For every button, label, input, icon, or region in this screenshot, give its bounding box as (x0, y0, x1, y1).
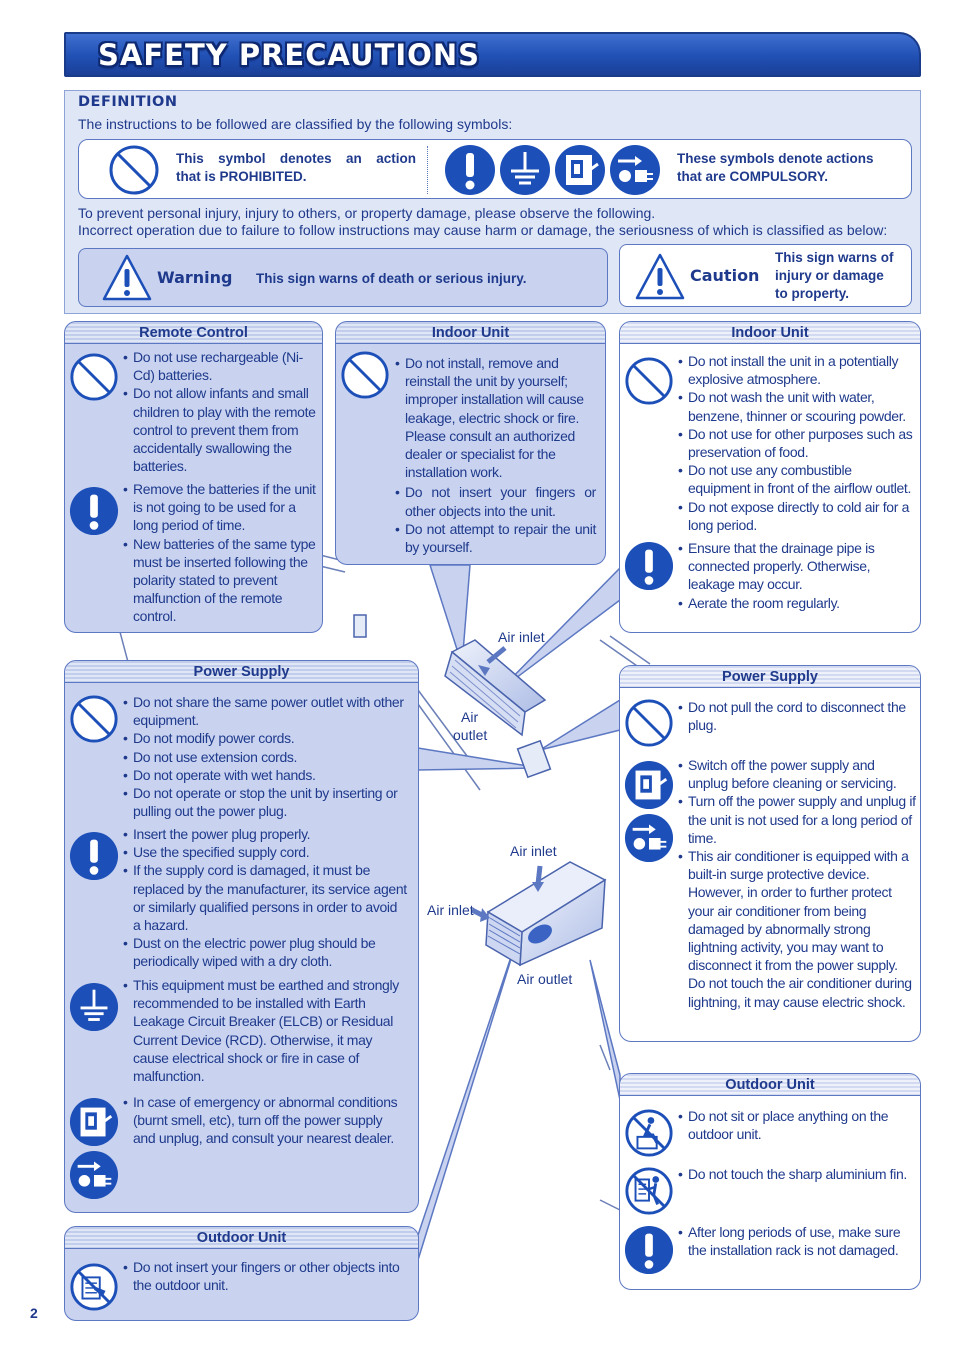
switch-off-icon (624, 760, 674, 810)
indoor-unit-center-prohibited-list (395, 354, 596, 556)
power-supply-right-prohibited-list (678, 698, 916, 734)
prohibited-icon (108, 144, 160, 196)
no-touching-fin-icon (624, 1166, 674, 1216)
list-item: • Use the specified supply cord. (123, 843, 408, 861)
indoor-unit-drawing (445, 640, 545, 735)
compulsory-exclamation-icon (69, 486, 119, 536)
air-inlet-outdoor-side-label: Air inlet (427, 902, 474, 918)
unplug-icon (609, 144, 661, 196)
list-item: • Dust on the electric power plug should be periodically wiped with a dry cloth. (123, 934, 408, 970)
list-item: • Do not allow infants and small children to play with the remote control to prevent them from accidentally swallowing the batteries. (123, 384, 318, 475)
power-supply-right-title: Power Supply (620, 666, 920, 688)
power-supply-left-prohibited-list (123, 693, 408, 820)
switch-off-icon (69, 1097, 119, 1147)
caution-description-3: to property. (775, 286, 849, 301)
switch-off-icon (554, 144, 606, 196)
definition-intro: The instructions to be followed are classified by the following symbols: (78, 116, 513, 132)
list-item: • Do not use for other purposes such as preservation of food. (678, 425, 916, 461)
list-item: • After long periods of use, make sure the installation rack is not damaged. (678, 1223, 916, 1259)
list-item: • New batteries of the same type must be inserted following the polarity stated to prevent malfunction of the remote control. (123, 535, 321, 626)
power-supply-left-title: Power Supply (65, 661, 418, 683)
list-item: • Switch off the power supply and unplug before cleaning or servicing. (678, 756, 916, 792)
remote-control-prohibited-list (123, 348, 318, 475)
outdoor-unit-right-rack-list (678, 1223, 916, 1259)
power-supply-left-unplug-list (123, 1093, 408, 1148)
remote-control-title: Remote Control (65, 322, 322, 344)
page-number: 2 (30, 1305, 38, 1321)
outdoor-unit-drawing (472, 862, 605, 965)
compulsory-exclamation-icon (444, 144, 496, 196)
list-item: • Insert the power plug properly. (123, 825, 408, 843)
remote-control-compulsory-list (123, 480, 321, 626)
caution-description-1: This sign warns of (775, 250, 894, 265)
prohibited-text-line2: that is PROHIBITED. (176, 169, 307, 184)
list-item: • Do not operate with wet hands. (123, 766, 408, 784)
air-outlet-indoor-label-2: outlet (453, 727, 488, 743)
symbols-divider (427, 146, 428, 194)
air-inlet-outdoor-top-label: Air inlet (510, 843, 557, 859)
outdoor-unit-left-list (123, 1258, 408, 1294)
air-outlet-indoor-label-1: Air (461, 709, 479, 725)
prevent-line-2: Incorrect operation due to failure to follow instructions may cause harm or damage, the seriousness of which is classified as below: (78, 222, 888, 238)
outdoor-unit-right-title: Outdoor Unit (620, 1074, 920, 1096)
warning-description: This sign warns of death or serious injury. (256, 271, 527, 286)
list-item: • Do not touch the sharp aluminium fin. (678, 1165, 916, 1183)
prohibited-icon (340, 350, 390, 400)
list-item: • Do not wash the unit with water, benzene, thinner or scouring powder. (678, 388, 916, 424)
list-item: • Remove the batteries if the unit is not going to be used for a long period of time. (123, 480, 321, 535)
prohibited-icon (624, 698, 674, 748)
list-item: • Do not sit or place anything on the outdoor unit. (678, 1107, 916, 1143)
prohibited-icon (69, 694, 119, 744)
caution-label: Caution (690, 266, 760, 285)
list-item: • Do not install the unit in a potentially explosive atmosphere. (678, 352, 916, 388)
prohibited-icon (624, 356, 674, 406)
air-outlet-outdoor-label: Air outlet (517, 971, 573, 987)
list-item: • Do not pull the cord to disconnect the plug. (678, 698, 916, 734)
list-item: • This equipment must be earthed and strongly recommended to be installed with Earth Leakage Circuit Breaker (ELCB) or Residual Current Device (RCD). Otherwise, it may cause electrical shock or fire in case of malfunction. (123, 976, 408, 1085)
compulsory-exclamation-icon (624, 541, 674, 591)
outdoor-unit-right-fin-list (678, 1165, 916, 1183)
list-item: • Do not operate or stop the unit by inserting or pulling out the power plug. (123, 784, 408, 820)
compulsory-text-line2: that are COMPULSORY. (677, 169, 829, 184)
prohibited-text-line1: This symbol denotes an action (176, 151, 416, 166)
power-supply-left-compulsory-list (123, 825, 408, 971)
list-item: • Do not attempt to repair the unit by yourself. (395, 520, 596, 556)
indoor-unit-right-title: Indoor Unit (620, 322, 920, 344)
earth-icon (69, 982, 119, 1032)
no-sitting-icon (624, 1108, 674, 1158)
indoor-unit-right-prohibited-list (678, 352, 916, 534)
warning-label: Warning (157, 268, 233, 287)
list-item: • If the supply cord is damaged, it must be replaced by the manufacturer, its service agent or similarly qualified persons in order to avoid a hazard. (123, 861, 408, 934)
prevent-line-1: To prevent personal injury, injury to others, or property damage, please observe the following. (78, 205, 656, 221)
definition-heading: DEFINITION (78, 94, 178, 110)
list-item: • This air conditioner is equipped with a built-in surge protective device. However, in order to further protect your air conditioner from being damaged by abnormally strong lightning activity, you may want to disconnect it from the power supply. Do not touch the air conditioner during lightning, it may cause electric shock. (678, 847, 916, 1011)
list-item: • Do not use extension cords. (123, 748, 408, 766)
indoor-unit-center-title: Indoor Unit (336, 322, 605, 344)
list-item: • Do not expose directly to cold air for a long period. (678, 498, 916, 534)
warning-box (78, 248, 608, 307)
no-fingers-outdoor-unit-icon (69, 1262, 119, 1312)
unplug-icon (624, 813, 674, 863)
power-supply-right-unplug-list (678, 756, 916, 1011)
power-supply-left-earth-list (123, 976, 408, 1085)
compulsory-text-line1: These symbols denote actions (677, 151, 874, 166)
list-item: • Do not use any combustible equipment in front of the airflow outlet. (678, 461, 916, 497)
prohibited-icon (69, 352, 119, 402)
list-item: • Do not insert your fingers or other objects into the outdoor unit. (123, 1258, 408, 1294)
list-item: • Do not install, remove and reinstall the unit by yourself; improper installation will cause leakage, electric shock or fire. Please consult an authorized dealer or specialist for the installation work. (395, 354, 596, 481)
list-item: • Do not insert your fingers or other objects into the unit. (395, 483, 596, 519)
air-inlet-indoor-label: Air inlet (498, 629, 545, 645)
outdoor-unit-left-title: Outdoor Unit (65, 1227, 418, 1249)
indoor-unit-right-compulsory-list (678, 539, 906, 612)
unplug-icon (69, 1150, 119, 1200)
list-item: • Aerate the room regularly. (678, 594, 906, 612)
title-banner (64, 32, 921, 77)
list-item: • Do not modify power cords. (123, 729, 408, 747)
earth-icon (499, 144, 551, 196)
list-item: • Turn off the power supply and unplug if the unit is not used for a long period of time. (678, 792, 916, 847)
compulsory-exclamation-icon (69, 831, 119, 881)
warning-triangle-icon (101, 253, 153, 303)
list-item: • In case of emergency or abnormal conditions (burnt smell, etc), turn off the power supply and unplug, and consult your nearest dealer. (123, 1093, 408, 1148)
page-title: SAFETY PRECAUTIONS (98, 38, 480, 72)
caution-box (619, 244, 912, 307)
caution-description-2: injury or damage (775, 268, 884, 283)
symbols-box (78, 139, 912, 199)
outdoor-unit-right-sit-list (678, 1107, 916, 1143)
compulsory-exclamation-icon (624, 1225, 674, 1275)
list-item: • Ensure that the drainage pipe is connected properly. Otherwise, leakage may occur. (678, 539, 906, 594)
list-item: • Do not use rechargeable (Ni-Cd) batteries. (123, 348, 318, 384)
caution-triangle-icon (634, 252, 686, 302)
list-item: • Do not share the same power outlet with other equipment. (123, 693, 408, 729)
